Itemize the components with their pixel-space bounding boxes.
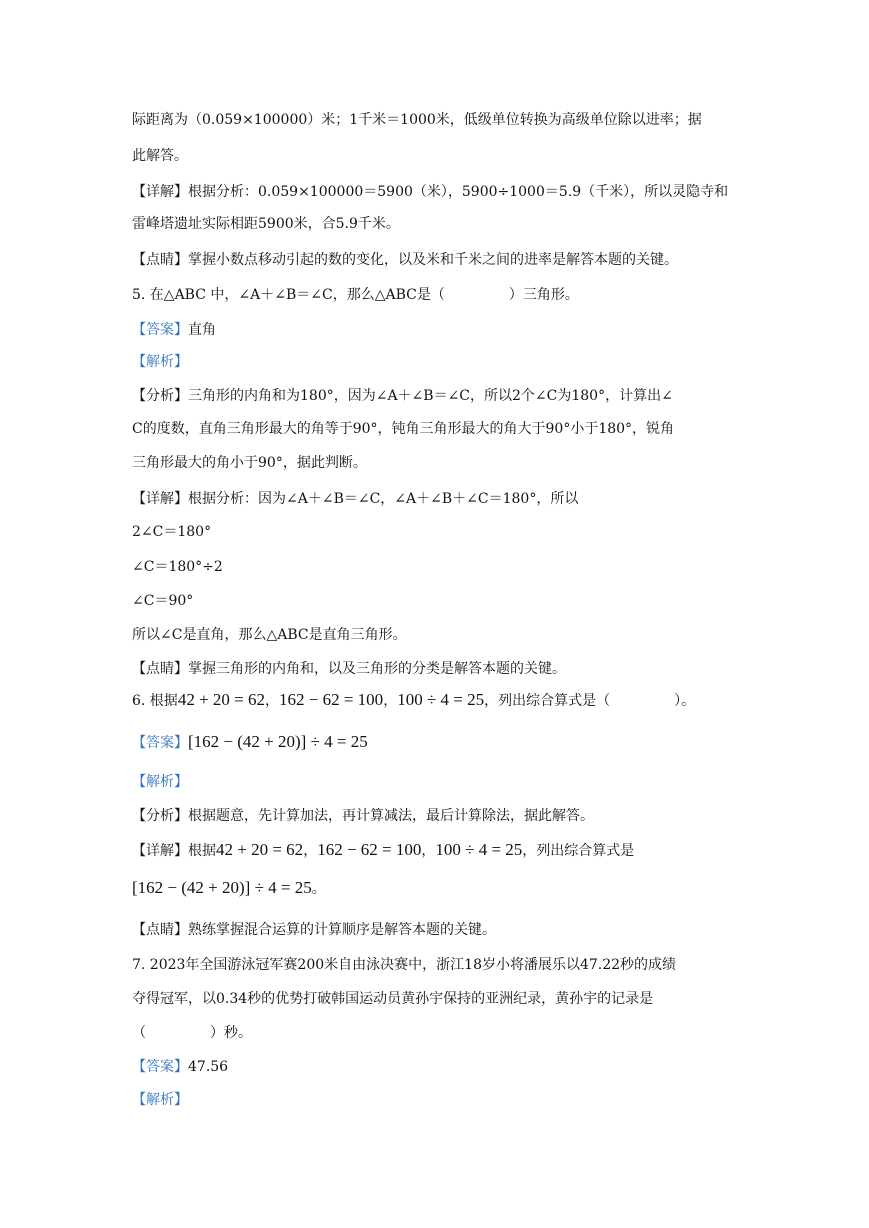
equation-line <box>132 591 752 611</box>
analysis-detail-line <box>132 806 752 826</box>
key-point-line <box>132 920 752 940</box>
equation-text: ∠C＝180°÷2 <box>132 559 223 575</box>
detail-line <box>132 489 752 509</box>
question-text: 夺得冠军，以0.34秒的优势打破韩国运动员黄孙宇保持的亚洲纪录，黄孙宇的记录是 <box>132 991 654 1007</box>
math-expression: 42 + 20 = 62 <box>216 840 304 859</box>
equation-line <box>132 522 752 542</box>
key-point-tag: 【点睛】 <box>132 661 188 677</box>
key-point-tag: 【点睛】 <box>132 252 188 268</box>
analysis-detail-tag: 【分析】 <box>132 388 188 404</box>
line-text: 三角形的内角和为180°，因为∠A＋∠B＝∠C，所以2个∠C为180°，计算出∠ <box>188 388 673 404</box>
analysis-line <box>132 1090 752 1110</box>
text-line <box>132 453 752 473</box>
line-text: 掌握小数点移动引起的数的变化，以及米和千米之间的进率是解答本题的关键。 <box>188 252 678 268</box>
key-point-line <box>132 659 752 679</box>
text-line <box>132 146 752 166</box>
separator: ， <box>421 843 436 859</box>
question-7 <box>132 955 752 975</box>
equation-line <box>132 878 752 899</box>
line-text: 所以∠C是直角，那么△ABC是直角三角形。 <box>132 627 407 643</box>
question-text-end: ）。 <box>674 693 696 709</box>
text-line <box>132 1023 752 1043</box>
line-text: C的度数，直角三角形最大的角等于90°，钝角三角形最大的角大于90°小于180°，锐角 <box>132 421 675 437</box>
line-text: 际距离为（0.059×100000）米；1千米＝1000米，低级单位转换为高级单位除以进率；据 <box>132 112 702 128</box>
line-text: 三角形最大的角小于90°，据此判断。 <box>132 455 367 471</box>
equation-text: ∠C＝90° <box>132 593 194 609</box>
line-text: 根据 <box>188 843 216 859</box>
analysis-detail-line <box>132 386 752 406</box>
answer-line <box>132 320 752 340</box>
question-text: （ <box>132 1025 146 1041</box>
text-line <box>132 214 752 234</box>
analysis-tag: 【解析】 <box>132 1092 188 1108</box>
text-line <box>132 625 752 645</box>
detail-tag: 【详解】 <box>132 843 188 859</box>
question-text: ，列出综合算式是（ <box>484 693 611 709</box>
question-6 <box>132 690 752 711</box>
line-text: 雷峰塔遗址实际相距5900米，合5.9千米。 <box>132 216 400 232</box>
text-line <box>132 419 752 439</box>
analysis-tag: 【解析】 <box>132 774 188 790</box>
key-point-line <box>132 250 752 270</box>
detail-line <box>132 182 752 202</box>
line-text: 此解答。 <box>132 148 188 164</box>
answer-tag: 【答案】 <box>132 322 188 338</box>
question-text: 7. 2023年全国游泳冠军赛200米自由泳决赛中，浙江18岁小将潘展乐以47.22秒的成绩 <box>132 957 677 973</box>
line-text: 根据分析：因为∠A＋∠B＝∠C，∠A＋∠B＋∠C＝180°，所以 <box>188 491 579 507</box>
analysis-line <box>132 772 752 792</box>
answer-line <box>132 1057 752 1077</box>
separator: ， <box>303 843 318 859</box>
separator: ， <box>383 693 398 709</box>
detail-tag: 【详解】 <box>132 184 188 200</box>
answer-tag: 【答案】 <box>132 1059 188 1075</box>
answer-text: 47.56 <box>188 1059 229 1075</box>
analysis-line <box>132 352 752 372</box>
math-expression: [162 − (42 + 20)] ÷ 4 = 25 <box>132 878 312 897</box>
question-5 <box>132 285 752 305</box>
question-text: 5. 在△ABC 中，∠A＋∠B＝∠C，那么△ABC是（ <box>132 287 445 303</box>
math-expression: 162 − 62 = 100 <box>317 840 422 859</box>
equation-line <box>132 557 752 577</box>
line-text: ，列出综合算式是 <box>522 843 635 859</box>
analysis-tag: 【解析】 <box>132 354 188 370</box>
line-text: 根据分析：0.059×100000＝5900（米），5900÷1000＝5.9（千米），所以灵隐寺和 <box>188 184 729 200</box>
answer-math: [162 − (42 + 20)] ÷ 4 = 25 <box>188 732 368 751</box>
math-expression: 100 ÷ 4 = 25 <box>397 690 485 709</box>
question-text: 6. 根据 <box>132 693 178 709</box>
detail-tag: 【详解】 <box>132 491 188 507</box>
question-text-end: ）三角形。 <box>508 287 579 303</box>
line-text: 熟练掌握混合运算的计算顺序是解答本题的关键。 <box>188 922 496 938</box>
question-text-end: ）秒。 <box>210 1025 252 1041</box>
text-line <box>132 989 752 1009</box>
answer-text: 直角 <box>188 322 216 338</box>
line-text: 。 <box>311 881 326 897</box>
math-expression: 162 − 62 = 100 <box>279 690 384 709</box>
answer-line <box>132 732 752 753</box>
math-expression: 42 + 20 = 62 <box>177 690 265 709</box>
analysis-detail-tag: 【分析】 <box>132 808 188 824</box>
detail-line <box>132 840 752 861</box>
answer-tag: 【答案】 <box>132 735 188 751</box>
line-text: 根据题意，先计算加法，再计算减法，最后计算除法，据此解答。 <box>188 808 594 824</box>
equation-text: 2∠C＝180° <box>132 524 212 540</box>
math-expression: 100 ÷ 4 = 25 <box>435 840 523 859</box>
line-text: 掌握三角形的内角和，以及三角形的分类是解答本题的关键。 <box>188 661 566 677</box>
text-line <box>132 110 752 130</box>
key-point-tag: 【点睛】 <box>132 922 188 938</box>
separator: ， <box>265 693 279 709</box>
